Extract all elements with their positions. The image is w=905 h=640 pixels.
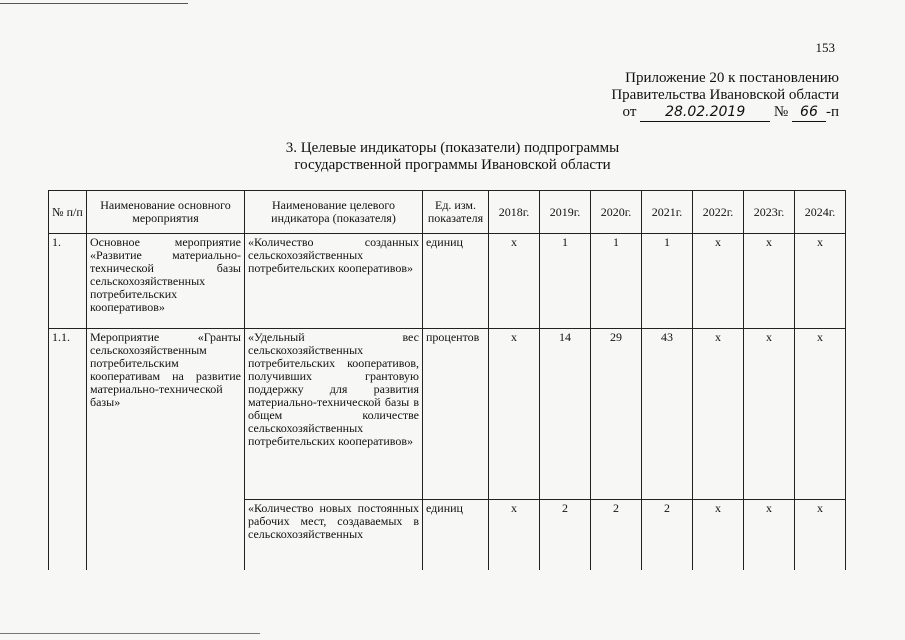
date-handwritten: 28.02.2019 (640, 104, 770, 122)
page-number: 153 (815, 40, 835, 55)
row-value-2019: 1 (540, 234, 591, 329)
header-year-2021: 2021г. (642, 191, 693, 234)
header-year-2024: 2024г. (795, 191, 846, 234)
row-value-2024: x (795, 234, 846, 329)
row-value-2021: 1 (642, 234, 693, 329)
date-prefix: от (622, 104, 637, 120)
row-value-2023: x (744, 234, 795, 329)
row-activity: Основное мероприятие «Развитие материально-технической базы сельскохозяйственных потребительских кооперативов» (87, 234, 245, 329)
header-indicator: Наименование целевого индикатора (показателя) (245, 191, 423, 234)
row-unit: единиц (423, 500, 489, 571)
appendix-line-1: Приложение 20 к постановлению (625, 70, 839, 86)
section-title-line-2: государственной программы Ивановской области (294, 157, 611, 173)
row-unit: процентов (423, 329, 489, 500)
row-value-2019: 14 (540, 329, 591, 500)
indicators-table (48, 190, 846, 570)
table-header-row (49, 191, 846, 234)
row-indicator: «Количество новых постоянных рабочих мест, создаваемых в сельскохозяйственных (245, 500, 423, 571)
row-value-2020: 1 (591, 234, 642, 329)
row-value-2019: 2 (540, 500, 591, 571)
row-value-2018: x (489, 329, 540, 500)
header-year-2020: 2020г. (591, 191, 642, 234)
row-value-2024: x (795, 500, 846, 571)
row-value-2023: x (744, 329, 795, 500)
row-value-2018: x (489, 500, 540, 571)
row-value-2024: x (795, 329, 846, 500)
row-value-2022: x (693, 329, 744, 500)
number-suffix: -п (825, 104, 839, 120)
row-value-2020: 2 (591, 500, 642, 571)
row-num: 1. (49, 234, 87, 329)
header-year-2019: 2019г. (540, 191, 591, 234)
row-indicator: «Количество созданных сельскохозяйственных потребительских кооперативов» (245, 234, 423, 329)
header-num: № п/п (49, 191, 87, 234)
appendix-date-line (611, 104, 839, 122)
row-value-2018: x (489, 234, 540, 329)
table-row (49, 234, 846, 329)
appendix-header (611, 70, 839, 122)
number-prefix: № (773, 104, 789, 120)
header-activity: Наименование основного мероприятия (87, 191, 245, 234)
header-year-2022: 2022г. (693, 191, 744, 234)
section-title (0, 140, 905, 174)
section-title-line-1: 3. Целевые индикаторы (показатели) подпрограммы (285, 140, 620, 156)
row-unit: единиц (423, 234, 489, 329)
header-year-2018: 2018г. (489, 191, 540, 234)
row-value-2021: 43 (642, 329, 693, 500)
appendix-line-2: Правительства Ивановской области (611, 87, 839, 103)
table-row (49, 329, 846, 500)
header-year-2023: 2023г. (744, 191, 795, 234)
row-value-2020: 29 (591, 329, 642, 500)
scan-edge-line (0, 633, 260, 634)
number-handwritten: 66 (792, 104, 826, 122)
row-value-2022: x (693, 500, 744, 571)
row-value-2021: 2 (642, 500, 693, 571)
row-value-2023: x (744, 500, 795, 571)
row-indicator: «Удельный вес сельскохозяйственных потребительских кооперативов, получивших грантовую поддержку для развития материально-технической базы в общем количестве сельскохозяйственных потребительских кооперативов» (245, 329, 423, 500)
scan-edge-line (0, 3, 188, 4)
header-unit: Ед. изм. показателя (423, 191, 489, 234)
row-value-2022: x (693, 234, 744, 329)
row-num: 1.1. (49, 329, 87, 571)
row-activity: Мероприятие «Гранты сельскохозяйственным потребительским кооперативам на развитие материально-технической базы» (87, 329, 245, 571)
